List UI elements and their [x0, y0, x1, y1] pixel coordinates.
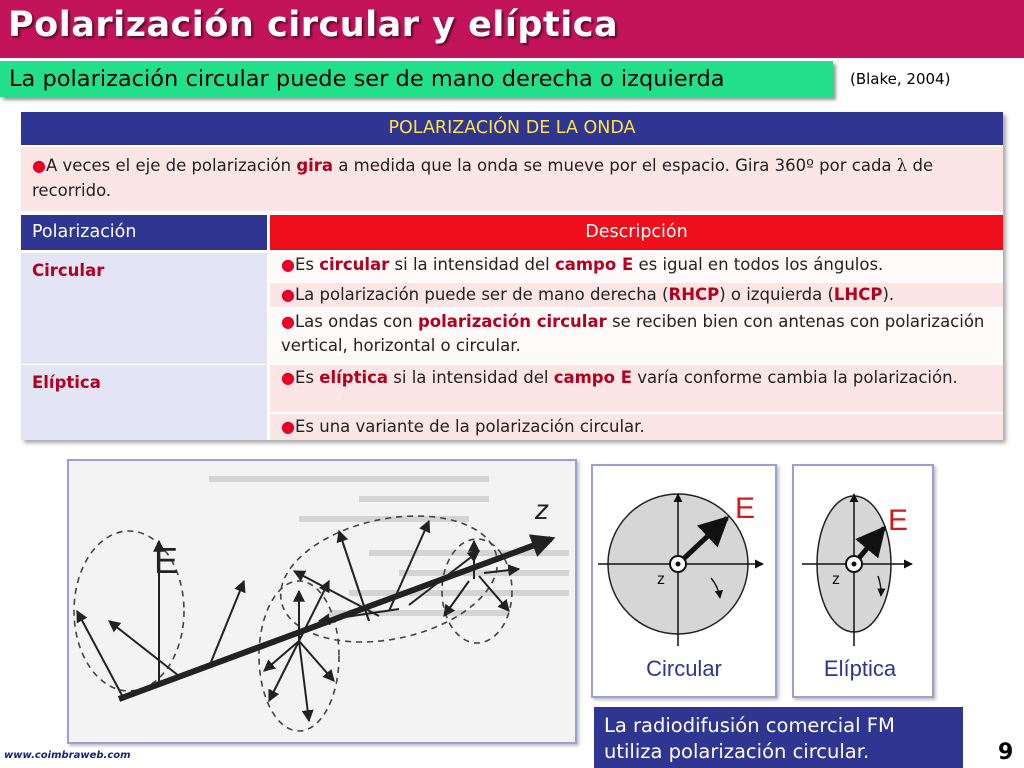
z-axis: [119, 539, 551, 699]
eliptica-diagram: [794, 466, 932, 696]
desc-eliptica-1: ●Es elíptica si la intensidad del campo E varía conforme cambia la polarización.: [270, 365, 1003, 412]
caption-eliptica: Elíptica: [823, 656, 897, 681]
table-title: POLARIZACIÓN DE LA ONDA: [21, 112, 1003, 145]
header-descripcion: Descripción: [270, 215, 1003, 250]
title-bar: [0, 0, 1024, 58]
fm-note: La radiodifusión comercial FM utiliza polarización circular.: [594, 707, 963, 768]
page-title: Polarización circular y elíptica: [8, 5, 619, 45]
bullet-icon: ●: [281, 417, 295, 436]
category-eliptica: Elíptica: [21, 365, 267, 440]
z-label: z: [535, 494, 549, 525]
z-label: z: [657, 571, 665, 588]
polarization-table: [21, 112, 1003, 440]
circular-diagram: [593, 466, 775, 696]
intro-text: ●A veces el eje de polarización gira a medida que la onda se mueve por el espacio. Gira 360º por cada λ de recorrido.: [32, 156, 934, 200]
e-label: E: [154, 540, 179, 581]
category-circular: Circular: [21, 253, 267, 364]
bullet-icon: ●: [281, 368, 295, 387]
subtitle-text: La polarización circular puede ser de mano derecha o izquierda: [9, 66, 725, 92]
table-intro: [21, 147, 1003, 211]
desc-circular-3: ●Las ondas con polarización circular se reciben bien con antenas con polarización vertical, horizontal o circular.: [270, 309, 1003, 364]
bullet-icon: ●: [281, 312, 295, 331]
lambda-symbol: λ: [896, 156, 908, 175]
bullet-icon: ●: [281, 255, 295, 274]
figure-circular: [591, 464, 777, 698]
e-label: E: [888, 504, 909, 537]
desc-circular-1: ●Es circular si la intensidad del campo E es igual en todos los ángulos.: [270, 253, 1003, 281]
figure-wave-propagation: [67, 459, 577, 744]
wave-diagram: [69, 461, 575, 742]
subtitle-banner: [0, 61, 833, 97]
z-label: z: [832, 571, 840, 588]
caption-circular: Circular: [646, 656, 722, 681]
faded-text-lines: [209, 479, 569, 613]
desc-eliptica-2: ●Es una variante de la polarización circular.: [270, 414, 1003, 440]
header-polarizacion: Polarización: [21, 215, 267, 250]
bullet-icon: ●: [32, 156, 46, 175]
desc-circular-2: ●La polarización puede ser de mano derecha (RHCP) o izquierda (LHCP).: [270, 283, 1003, 307]
page-number: 9: [998, 740, 1014, 765]
figure-eliptica: [792, 464, 934, 698]
footer-url[interactable]: www.coimbraweb.com: [4, 750, 131, 761]
citation: (Blake, 2004): [850, 70, 951, 88]
e-label: E: [735, 492, 756, 525]
bullet-icon: ●: [281, 285, 295, 304]
